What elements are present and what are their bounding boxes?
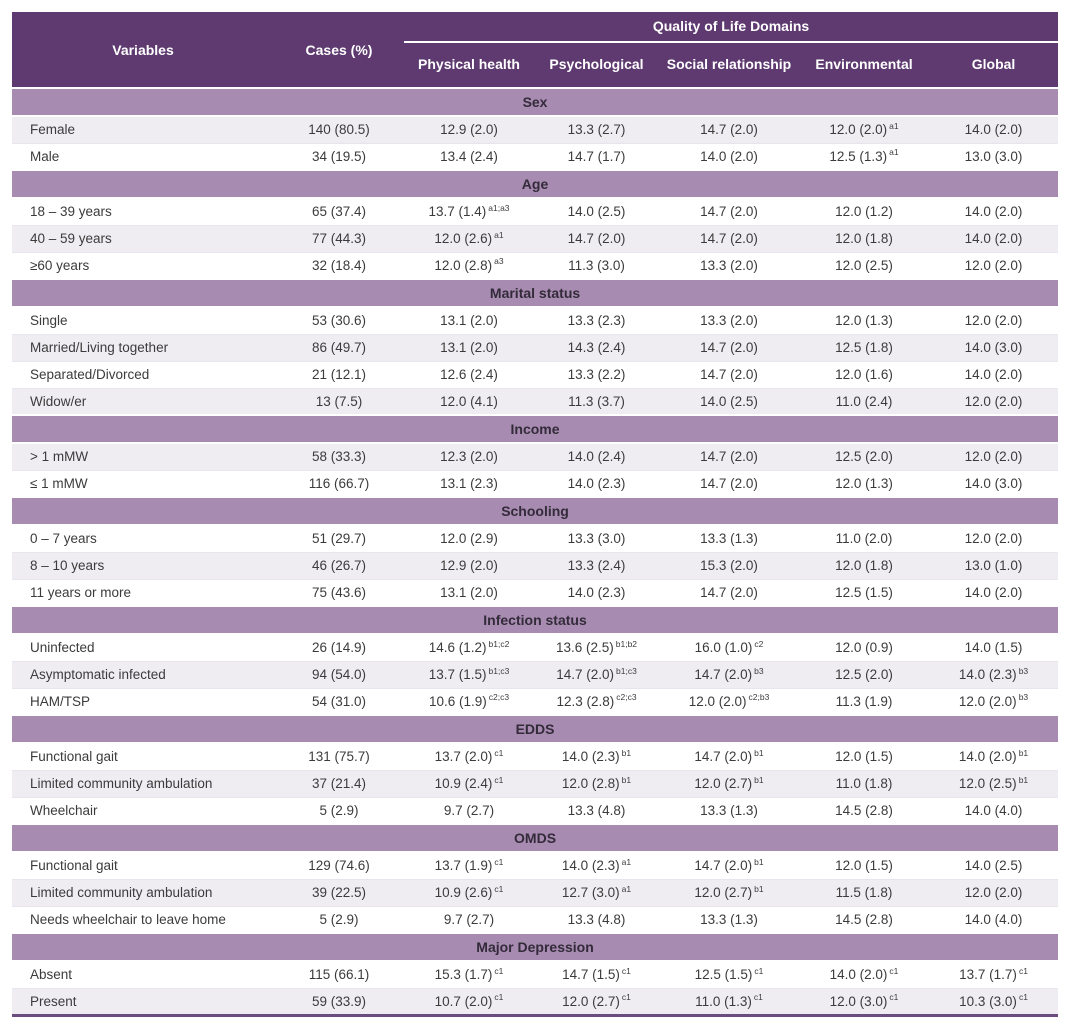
domain-value-cell: 14.6 (1.2) $^{b1;c2}$ (404, 634, 534, 661)
table-row (12, 797, 1058, 824)
cases-cell: 131 (75.7) (274, 743, 404, 770)
domain-value-cell: 12.0 (1.8) (799, 552, 929, 579)
superscript-note: c1 (494, 747, 504, 758)
table-header (12, 12, 1058, 88)
superscript-note: c2;c3 (616, 692, 637, 703)
domain-value-cell: 13.3 (1.3) (659, 797, 799, 824)
variable-cell: > 1 mMW (12, 443, 274, 470)
cases-cell: 37 (21.4) (274, 770, 404, 797)
domain-value-cell: 14.7 (2.0) (659, 334, 799, 361)
table-row (12, 961, 1058, 988)
domain-value-cell: 14.7 (2.0) $^{b1}$ (659, 852, 799, 879)
domain-value-cell: 15.3 (2.0) (659, 552, 799, 579)
domain-value-cell: 13.7 (2.0) $^{c1}$ (404, 743, 534, 770)
superscript-note: c2;b3 (748, 692, 770, 703)
superscript-note: a1 (621, 856, 632, 867)
domain-value-cell: 13.0 (3.0) (929, 143, 1058, 170)
domain-value-cell: 12.0 (1.6) (799, 361, 929, 388)
superscript-note: b1 (1018, 774, 1029, 785)
column-header-social-relationship: Social relationship (659, 42, 799, 88)
table-row (12, 906, 1058, 933)
table-row (12, 852, 1058, 879)
domain-value-cell: 14.0 (2.5) (534, 198, 659, 225)
table-row (12, 634, 1058, 661)
section-band (12, 170, 1058, 198)
domain-value-cell: 12.0 (2.0) (929, 443, 1058, 470)
domain-value-cell: 12.0 (1.2) (799, 198, 929, 225)
superscript-note: c1 (494, 883, 504, 894)
domain-value-cell: 14.7 (2.0) $^{b1}$ (659, 743, 799, 770)
variable-cell: Uninfected (12, 634, 274, 661)
section-band-label: Marital status (12, 279, 1058, 307)
domain-value-cell: 14.0 (2.3) $^{b1}$ (534, 743, 659, 770)
domain-value-cell: 9.7 (2.7) (404, 797, 534, 824)
domain-value-cell: 12.0 (2.0) (929, 525, 1058, 552)
superscript-note: c1 (753, 992, 763, 1002)
superscript-note: b1 (621, 747, 632, 758)
domain-value-cell: 12.5 (1.5) $^{c1}$ (659, 961, 799, 988)
domain-value-cell: 12.6 (2.4) (404, 361, 534, 388)
superscript-note: c1 (621, 992, 631, 1002)
domain-value-cell: 13.3 (2.0) (659, 307, 799, 334)
superscript-note: c1 (494, 992, 504, 1002)
variable-cell: Asymptomatic infected (12, 661, 274, 688)
domain-value-cell: 14.7 (2.0) (659, 116, 799, 143)
domain-value-cell: 14.0 (2.0) (929, 225, 1058, 252)
domain-value-cell: 14.7 (2.0) $^{b1;c3}$ (534, 661, 659, 688)
domain-value-cell: 12.0 (4.1) (404, 388, 534, 415)
domain-value-cell: 14.0 (2.4) (534, 443, 659, 470)
domain-value-cell: 14.0 (2.3) $^{a1}$ (534, 852, 659, 879)
domain-value-cell: 14.0 (2.0) (659, 143, 799, 170)
domain-value-cell: 12.9 (2.0) (404, 116, 534, 143)
superscript-note: c1 (494, 965, 504, 976)
domain-value-cell: 14.0 (4.0) (929, 797, 1058, 824)
domain-value-cell: 11.5 (1.8) (799, 879, 929, 906)
superscript-note: a1;a3 (488, 202, 510, 213)
section-band (12, 933, 1058, 961)
section-band-label: Infection status (12, 606, 1058, 634)
domain-value-cell: 12.0 (2.6) $^{a1}$ (404, 225, 534, 252)
domain-value-cell: 14.0 (3.0) (929, 470, 1058, 497)
variable-cell: ≥60 years (12, 252, 274, 279)
domain-value-cell: 12.0 (1.3) (799, 470, 929, 497)
domain-value-cell: 13.3 (4.8) (534, 797, 659, 824)
cases-cell: 13 (7.5) (274, 388, 404, 415)
cases-cell: 54 (31.0) (274, 688, 404, 715)
domain-value-cell: 12.0 (1.8) (799, 225, 929, 252)
table-row (12, 361, 1058, 388)
section-band (12, 715, 1058, 743)
domain-value-cell: 14.7 (2.0) $^{b3}$ (659, 661, 799, 688)
domain-value-cell: 13.3 (4.8) (534, 906, 659, 933)
superscript-note: c1 (1018, 992, 1028, 1002)
domain-value-cell: 14.0 (2.3) $^{b3}$ (929, 661, 1058, 688)
domain-value-cell: 14.7 (2.0) (659, 579, 799, 606)
table-row (12, 116, 1058, 143)
domain-value-cell: 10.3 (3.0) $^{c1}$ (929, 988, 1058, 1015)
domain-value-cell: 14.7 (2.0) (534, 225, 659, 252)
cases-cell: 51 (29.7) (274, 525, 404, 552)
domain-value-cell: 12.0 (2.0) $^{a1}$ (799, 116, 929, 143)
cases-cell: 65 (37.4) (274, 198, 404, 225)
domain-value-cell: 12.0 (2.7) $^{c1}$ (534, 988, 659, 1015)
domain-value-cell: 12.0 (2.7) $^{b1}$ (659, 770, 799, 797)
superscript-note: c1 (494, 774, 504, 785)
cases-cell: 86 (49.7) (274, 334, 404, 361)
domain-value-cell: 14.0 (2.0) $^{b1}$ (929, 743, 1058, 770)
table-row (12, 661, 1058, 688)
domain-value-cell: 10.6 (1.9) $^{c2;c3}$ (404, 688, 534, 715)
domain-value-cell: 12.5 (1.5) (799, 579, 929, 606)
domain-value-cell: 14.7 (2.0) (659, 198, 799, 225)
cases-cell: 75 (43.6) (274, 579, 404, 606)
cases-cell: 58 (33.3) (274, 443, 404, 470)
domain-value-cell: 14.0 (2.0) (929, 361, 1058, 388)
domain-value-cell: 12.5 (2.0) (799, 443, 929, 470)
domain-value-cell: 13.7 (1.4) $^{a1;a3}$ (404, 198, 534, 225)
domain-value-cell: 11.3 (1.9) (799, 688, 929, 715)
section-band (12, 497, 1058, 525)
section-band-label: Schooling (12, 497, 1058, 525)
superscript-note: c1 (889, 965, 899, 976)
cases-cell: 32 (18.4) (274, 252, 404, 279)
table-row (12, 388, 1058, 415)
cases-cell: 46 (26.7) (274, 552, 404, 579)
table-row (12, 252, 1058, 279)
domain-value-cell: 13.7 (1.5) $^{b1;c3}$ (404, 661, 534, 688)
superscript-note: b1;c2 (488, 638, 510, 649)
domain-value-cell: 12.0 (2.0) (929, 307, 1058, 334)
superscript-note: b3 (1018, 692, 1029, 703)
superscript-note: c1 (621, 965, 631, 976)
variable-cell: Widow/er (12, 388, 274, 415)
domain-value-cell: 12.0 (2.0) $^{b3}$ (929, 688, 1058, 715)
domain-value-cell: 11.0 (2.0) (799, 525, 929, 552)
domain-value-cell: 14.0 (2.5) (659, 388, 799, 415)
column-group-header-quality-of-life-domains: Quality of Life Domains (404, 12, 1058, 42)
domain-value-cell: 14.0 (2.0) (929, 579, 1058, 606)
domain-value-cell: 12.0 (1.3) (799, 307, 929, 334)
domain-value-cell: 14.0 (2.0) (929, 116, 1058, 143)
variable-cell: Needs wheelchair to leave home (12, 906, 274, 933)
variable-cell: Single (12, 307, 274, 334)
variable-cell: Limited community ambulation (12, 879, 274, 906)
table-row (12, 225, 1058, 252)
domain-value-cell: 14.0 (1.5) (929, 634, 1058, 661)
domain-value-cell: 12.5 (1.3) $^{a1}$ (799, 143, 929, 170)
domain-value-cell: 12.0 (0.9) (799, 634, 929, 661)
table-row (12, 198, 1058, 225)
table-container (12, 12, 1058, 1017)
table-body (12, 88, 1058, 1015)
superscript-note: c2 (754, 638, 764, 649)
variable-cell: Male (12, 143, 274, 170)
domain-value-cell: 12.0 (2.0) (929, 388, 1058, 415)
section-band-label: Age (12, 170, 1058, 198)
superscript-note: b1;c3 (616, 665, 637, 676)
domain-value-cell: 13.3 (3.0) (534, 525, 659, 552)
variable-cell: HAM/TSP (12, 688, 274, 715)
cases-cell: 53 (30.6) (274, 307, 404, 334)
domain-value-cell: 14.0 (3.0) (929, 334, 1058, 361)
superscript-note: a1 (889, 120, 899, 131)
table-row (12, 443, 1058, 470)
domain-value-cell: 14.5 (2.8) (799, 906, 929, 933)
column-header-variables: Variables (12, 12, 274, 88)
variable-cell: Present (12, 988, 274, 1015)
table-row (12, 470, 1058, 497)
superscript-note: a1 (621, 883, 632, 894)
domain-value-cell: 11.0 (1.3) $^{c1}$ (659, 988, 799, 1015)
table-row (12, 525, 1058, 552)
domain-value-cell: 11.3 (3.0) (534, 252, 659, 279)
variable-cell: 40 – 59 years (12, 225, 274, 252)
domain-value-cell: 13.3 (2.3) (534, 307, 659, 334)
cases-cell: 21 (12.1) (274, 361, 404, 388)
domain-value-cell: 13.6 (2.5) $^{b1;b2}$ (534, 634, 659, 661)
section-band (12, 88, 1058, 116)
domain-value-cell: 14.7 (2.0) (659, 361, 799, 388)
column-header-cases: Cases (%) (274, 12, 404, 88)
domain-value-cell: 12.0 (2.8) $^{a3}$ (404, 252, 534, 279)
column-header-environmental: Environmental (799, 42, 929, 88)
domain-value-cell: 13.3 (1.3) (659, 525, 799, 552)
domain-value-cell: 13.3 (1.3) (659, 906, 799, 933)
table-row (12, 307, 1058, 334)
domain-value-cell: 12.0 (2.0) (929, 879, 1058, 906)
cases-cell: 94 (54.0) (274, 661, 404, 688)
superscript-note: c1 (754, 965, 764, 976)
superscript-note: b1 (621, 774, 632, 785)
domain-value-cell: 14.0 (4.0) (929, 906, 1058, 933)
domain-value-cell: 12.0 (2.5) $^{b1}$ (929, 770, 1058, 797)
superscript-note: b1 (754, 774, 764, 785)
domain-value-cell: 13.1 (2.0) (404, 579, 534, 606)
superscript-note: a1 (889, 147, 899, 158)
cases-cell: 5 (2.9) (274, 797, 404, 824)
column-header-global: Global (929, 42, 1058, 88)
cases-cell: 77 (44.3) (274, 225, 404, 252)
domain-value-cell: 14.5 (2.8) (799, 797, 929, 824)
domain-value-cell: 12.0 (2.9) (404, 525, 534, 552)
superscript-note: b1;c3 (488, 665, 510, 676)
cases-cell: 34 (19.5) (274, 143, 404, 170)
domain-value-cell: 11.3 (3.7) (534, 388, 659, 415)
section-band-label: Sex (12, 88, 1058, 116)
variable-cell: Functional gait (12, 852, 274, 879)
domain-value-cell: 12.0 (2.0) $^{c2;b3}$ (659, 688, 799, 715)
domain-value-cell: 12.7 (3.0) $^{a1}$ (534, 879, 659, 906)
table-row (12, 579, 1058, 606)
domain-value-cell: 13.1 (2.0) (404, 307, 534, 334)
column-header-physical-health: Physical health (404, 42, 534, 88)
domain-value-cell: 10.9 (2.4) $^{c1}$ (404, 770, 534, 797)
table-row (12, 552, 1058, 579)
section-band (12, 279, 1058, 307)
variable-cell: 18 – 39 years (12, 198, 274, 225)
section-band (12, 415, 1058, 443)
table-row (12, 688, 1058, 715)
cases-cell: 59 (33.9) (274, 988, 404, 1015)
domain-value-cell: 13.1 (2.0) (404, 334, 534, 361)
domain-value-cell: 12.0 (2.0) (929, 252, 1058, 279)
variable-cell: ≤ 1 mMW (12, 470, 274, 497)
variable-cell: Wheelchair (12, 797, 274, 824)
section-band-label: EDDS (12, 715, 1058, 743)
domain-value-cell: 13.1 (2.3) (404, 470, 534, 497)
section-band-label: Income (12, 415, 1058, 443)
domain-value-cell: 14.3 (2.4) (534, 334, 659, 361)
domain-value-cell: 14.7 (2.0) (659, 225, 799, 252)
domain-value-cell: 13.7 (1.7) $^{c1}$ (929, 961, 1058, 988)
domain-value-cell: 12.3 (2.8) $^{c2;c3}$ (534, 688, 659, 715)
cases-cell: 5 (2.9) (274, 906, 404, 933)
superscript-note: c1 (889, 992, 899, 1002)
domain-value-cell: 14.7 (1.5) $^{c1}$ (534, 961, 659, 988)
domain-value-cell: 12.9 (2.0) (404, 552, 534, 579)
table-row (12, 770, 1058, 797)
domain-value-cell: 15.3 (1.7) $^{c1}$ (404, 961, 534, 988)
domain-value-cell: 10.7 (2.0) $^{c1}$ (404, 988, 534, 1015)
domain-value-cell: 12.5 (2.0) (799, 661, 929, 688)
superscript-note: b3 (754, 665, 764, 676)
domain-value-cell: 12.0 (3.0) $^{c1}$ (799, 988, 929, 1015)
superscript-note: c1 (1018, 965, 1028, 976)
variable-cell: Separated/Divorced (12, 361, 274, 388)
variable-cell: Absent (12, 961, 274, 988)
domain-value-cell: 14.7 (1.7) (534, 143, 659, 170)
table-row (12, 143, 1058, 170)
domain-value-cell: 16.0 (1.0) $^{c2}$ (659, 634, 799, 661)
superscript-note: b1 (754, 747, 764, 758)
variable-cell: Married/Living together (12, 334, 274, 361)
superscript-note: c2;c3 (488, 692, 510, 703)
variable-cell: Female (12, 116, 274, 143)
superscript-note: a1 (494, 229, 504, 240)
superscript-note: c1 (494, 856, 504, 867)
superscript-note: b1 (1018, 747, 1029, 758)
variable-cell: 11 years or more (12, 579, 274, 606)
superscript-note: b1;b2 (615, 638, 638, 649)
domain-value-cell: 12.0 (1.5) (799, 743, 929, 770)
domain-value-cell: 12.0 (2.5) (799, 252, 929, 279)
superscript-note: b1 (754, 856, 764, 867)
cases-cell: 116 (66.7) (274, 470, 404, 497)
domain-value-cell: 14.0 (2.0) $^{c1}$ (799, 961, 929, 988)
domain-value-cell: 12.3 (2.0) (404, 443, 534, 470)
domain-value-cell: 13.3 (2.4) (534, 552, 659, 579)
domain-value-cell: 10.9 (2.6) $^{c1}$ (404, 879, 534, 906)
domain-value-cell: 12.0 (2.8) $^{b1}$ (534, 770, 659, 797)
variable-cell: 8 – 10 years (12, 552, 274, 579)
domain-value-cell: 11.0 (2.4) (799, 388, 929, 415)
cases-cell: 129 (74.6) (274, 852, 404, 879)
domain-value-cell: 14.0 (2.3) (534, 579, 659, 606)
domain-value-cell: 13.3 (2.0) (659, 252, 799, 279)
domain-value-cell: 14.0 (2.5) (929, 852, 1058, 879)
column-header-psychological: Psychological (534, 42, 659, 88)
variable-cell: Functional gait (12, 743, 274, 770)
cases-cell: 39 (22.5) (274, 879, 404, 906)
section-band (12, 606, 1058, 634)
domain-value-cell: 13.7 (1.9) $^{c1}$ (404, 852, 534, 879)
variable-cell: 0 – 7 years (12, 525, 274, 552)
quality-of-life-table (12, 12, 1058, 1017)
domain-value-cell: 14.7 (2.0) (659, 443, 799, 470)
section-band-label: OMDS (12, 824, 1058, 852)
superscript-note: b3 (1018, 665, 1029, 676)
domain-value-cell: 12.5 (1.8) (799, 334, 929, 361)
cases-cell: 140 (80.5) (274, 116, 404, 143)
domain-value-cell: 13.0 (1.0) (929, 552, 1058, 579)
table-row (12, 879, 1058, 906)
domain-value-cell: 12.0 (1.5) (799, 852, 929, 879)
domain-value-cell: 13.3 (2.7) (534, 116, 659, 143)
variable-cell: Limited community ambulation (12, 770, 274, 797)
domain-value-cell: 14.7 (2.0) (659, 470, 799, 497)
cases-cell: 115 (66.1) (274, 961, 404, 988)
domain-value-cell: 9.7 (2.7) (404, 906, 534, 933)
domain-value-cell: 13.4 (2.4) (404, 143, 534, 170)
domain-value-cell: 12.0 (2.7) $^{b1}$ (659, 879, 799, 906)
section-band (12, 824, 1058, 852)
table-row (12, 743, 1058, 770)
cases-cell: 26 (14.9) (274, 634, 404, 661)
superscript-note: b1 (754, 883, 764, 894)
domain-value-cell: 14.0 (2.3) (534, 470, 659, 497)
domain-value-cell: 13.3 (2.2) (534, 361, 659, 388)
section-band-label: Major Depression (12, 933, 1058, 961)
domain-value-cell: 14.0 (2.0) (929, 198, 1058, 225)
table-row (12, 334, 1058, 361)
superscript-note: a3 (494, 256, 504, 267)
domain-value-cell: 11.0 (1.8) (799, 770, 929, 797)
